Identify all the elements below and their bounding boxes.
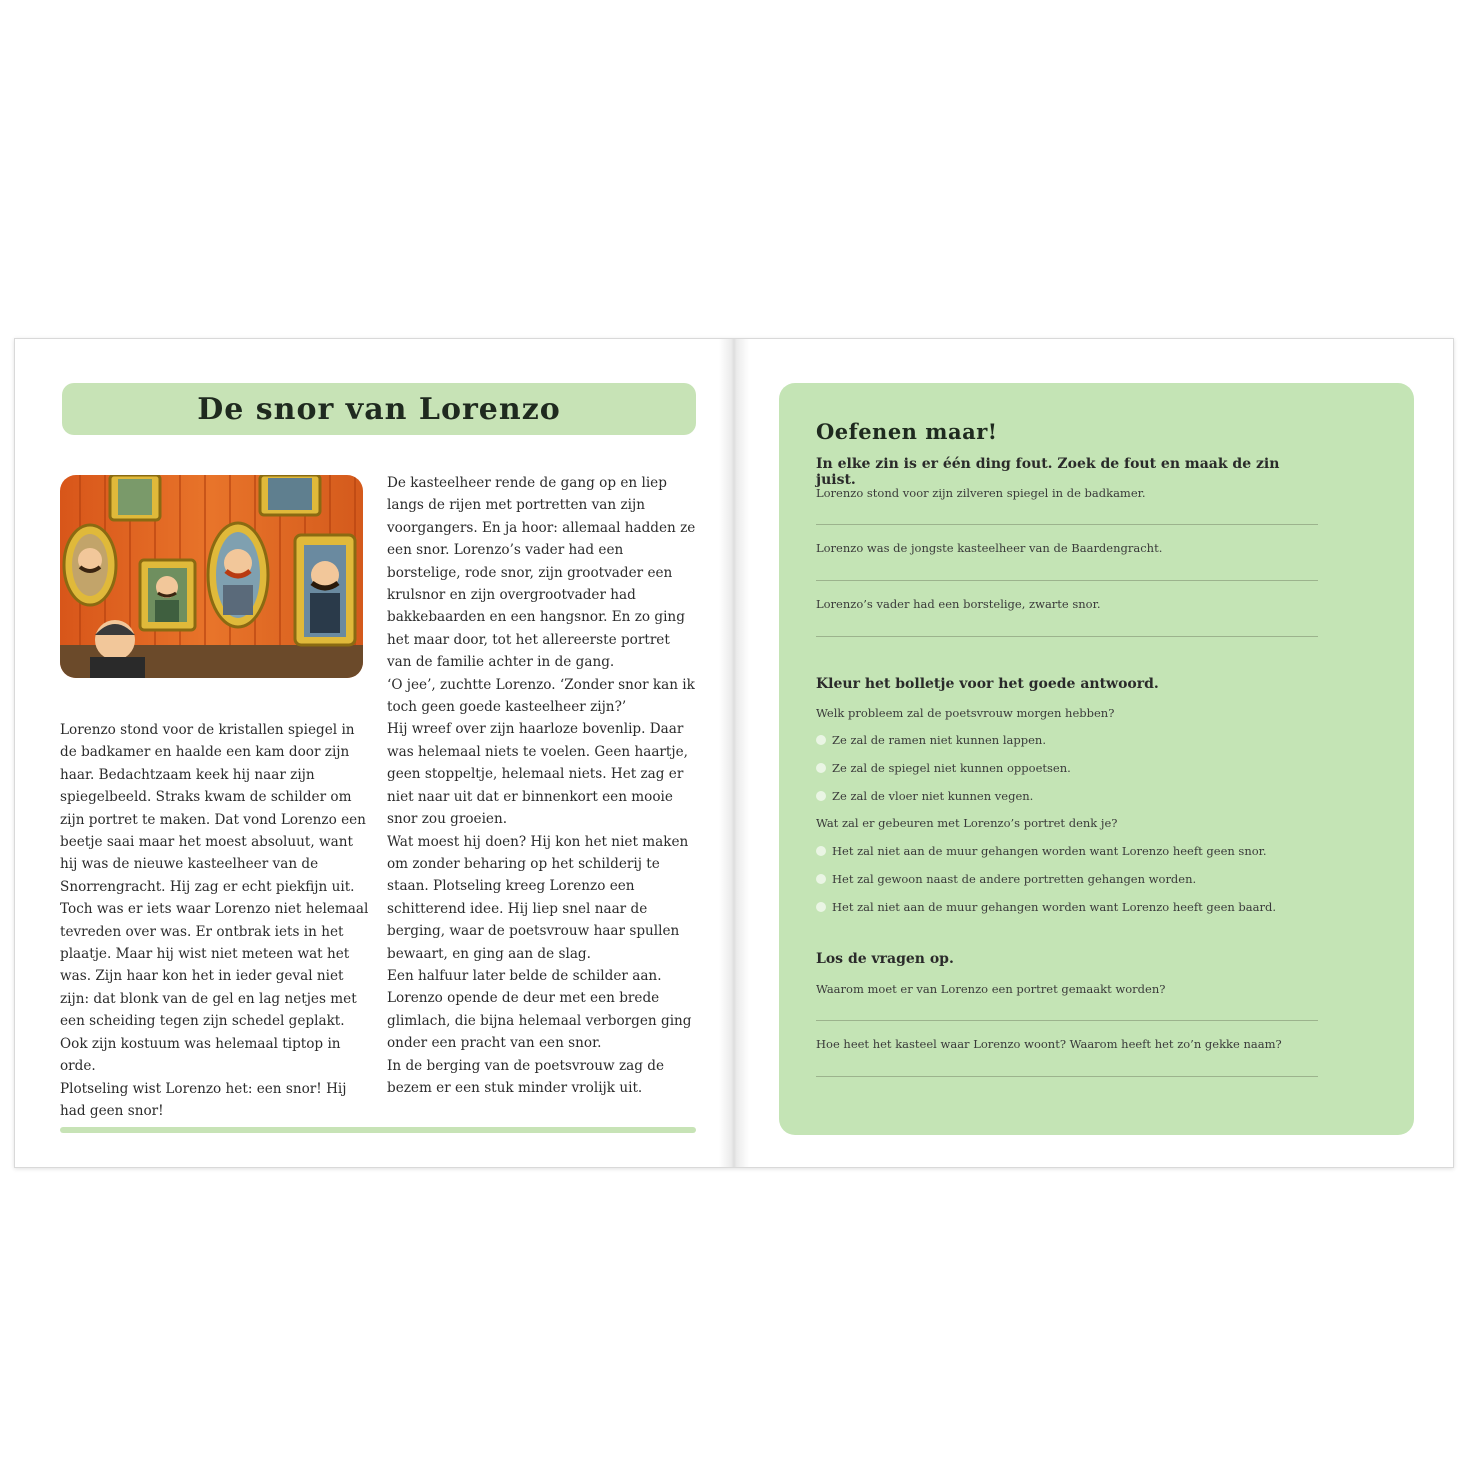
answer-bullet[interactable] [816,846,826,856]
story-paragraph: De kasteelheer rende de gang op en liep langs de rijen met portretten van zijn voorgangers. En ja hoor: allemaal hadden ze een snor. Lorenzo’s vader had een borstelige, rode snor, zijn grootvader een krulsnor en zijn overgrootvader had bakkebaarden en een hangsnor. En zo ging het maar door, tot het allereerste portret van de familie achter in de gang. [387,475,696,671]
story-paragraph: Hij wreef over zijn haarloze bovenlip. Daar was helemaal niets te voelen. Geen haartje, geen stoppeltje, helemaal niets. Het zag er niet naar uit dat er binnenkort een mooie snor zou groeien. [387,721,688,828]
story-paragraph: Toch was er iets waar Lorenzo niet helemaal tevreden over was. Er ontbrak iets in het plaatje. Maar hij wist niet meteen wat het was. Zijn haar kon het in ieder geval niet zijn: dat blonk van de gel en lag netjes met een scheiding tegen zijn schedel geplakt. Ook zijn kostuum was helemaal tiptop in orde. [60,901,369,1075]
answer-option[interactable] [816,733,1046,747]
exercise-panel [779,383,1414,1135]
correct-sentence: Lorenzo stond voor zijn zilveren spiegel in de badkamer. [816,486,1146,500]
open-question: Hoe heet het kasteel waar Lorenzo woont? Waarom heeft het zo’n gekke naam? [816,1037,1282,1051]
answer-line[interactable] [816,580,1318,581]
answer-option[interactable] [816,789,1033,803]
story-paragraph: Een halfuur later belde de schilder aan. Lorenzo opende de deur met een brede glimlach, die bijna helemaal verborgen ging onder een pracht van een snor. [387,967,692,1052]
story-paragraph: In de berging van de poetsvrouw zag de bezem er een stuk minder vrolijk uit. [387,1057,664,1096]
answer-bullet[interactable] [816,735,826,745]
exercise-title: Oefenen maar! [816,419,998,444]
answer-bullet[interactable] [816,874,826,884]
page-bottom-bar [60,1127,696,1133]
answer-option-label: Ze zal de spiegel niet kunnen oppoetsen. [832,761,1071,775]
answer-line[interactable] [816,1020,1318,1021]
story-paragraph: Wat moest hij doen? Hij kon het niet maken om zonder beharing op het schilderij te staan. Plotseling kreeg Lorenzo een schitterend idee. Hij liep snel naar de berging, waar de poetsvrouw haar spullen bewaart, en ging aan de slag. [387,833,689,962]
correct-sentence: Lorenzo’s vader had een borstelige, zwarte snor. [816,597,1101,611]
answer-bullet[interactable] [816,763,826,773]
answer-option[interactable] [816,761,1071,775]
story-paragraph: Plotseling wist Lorenzo het: een snor! Hij had geen snor! [60,1080,347,1119]
answer-option-label: Het zal gewoon naast de andere portretten gehangen worden. [832,872,1197,886]
correct-sentence: Lorenzo was de jongste kasteelheer van de Baardengracht. [816,541,1163,555]
open-book-spread [14,338,1454,1168]
answer-line[interactable] [816,1076,1318,1077]
story-title: De snor van Lorenzo [197,391,561,427]
answer-option[interactable] [816,900,1276,914]
story-paragraph: Lorenzo stond voor de kristallen spiegel in de badkamer en haalde een kam door zijn haar. Bedachtzaam keek hij naar zijn spiegelbeeld. Straks kwam de schilder om zijn portret te maken. Dat vond Lorenzo een beetje saai maar het moest absoluut, want hij was de nieuwe kasteelheer van de Snorrengracht. Hij zag er echt piekfijn uit. [60,722,366,895]
question-1: Welk probleem zal de poetsvrouw morgen hebben? [816,706,1115,720]
answer-option-label: Ze zal de ramen niet kunnen lappen. [832,733,1046,747]
story-column-left [60,719,370,1122]
section3-instruction: Los de vragen op. [816,951,954,967]
answer-option-label: Het zal niet aan de muur gehangen worden want Lorenzo heeft geen baard. [832,900,1277,914]
answer-option-label: Het zal niet aan de muur gehangen worden want Lorenzo heeft geen snor. [832,844,1267,858]
story-title-bar [62,383,696,435]
answer-bullet[interactable] [816,902,826,912]
story-paragraph: ‘O jee’, zuchtte Lorenzo. ‘Zonder snor kan ik toch geen goede kasteelheer zijn?’ [387,676,695,716]
story-column-right [387,472,697,1099]
section2-instruction: Kleur het bolletje voor het goede antwoord. [816,676,1159,692]
open-question: Waarom moet er van Lorenzo een portret gemaakt worden? [816,982,1166,996]
answer-option-label: Ze zal de vloer niet kunnen vegen. [832,789,1034,803]
portrait-gallery-illustration [60,475,363,678]
answer-bullet[interactable] [816,791,826,801]
section1-instruction: In elke zin is er één ding fout. Zoek de fout en maak de zin juist. [816,456,1280,488]
answer-line[interactable] [816,636,1318,637]
answer-option[interactable] [816,844,1267,858]
question-2: Wat zal er gebeuren met Lorenzo’s portret denk je? [816,816,1118,830]
answer-line[interactable] [816,524,1318,525]
answer-option[interactable] [816,872,1196,886]
book-gutter [719,339,749,1167]
